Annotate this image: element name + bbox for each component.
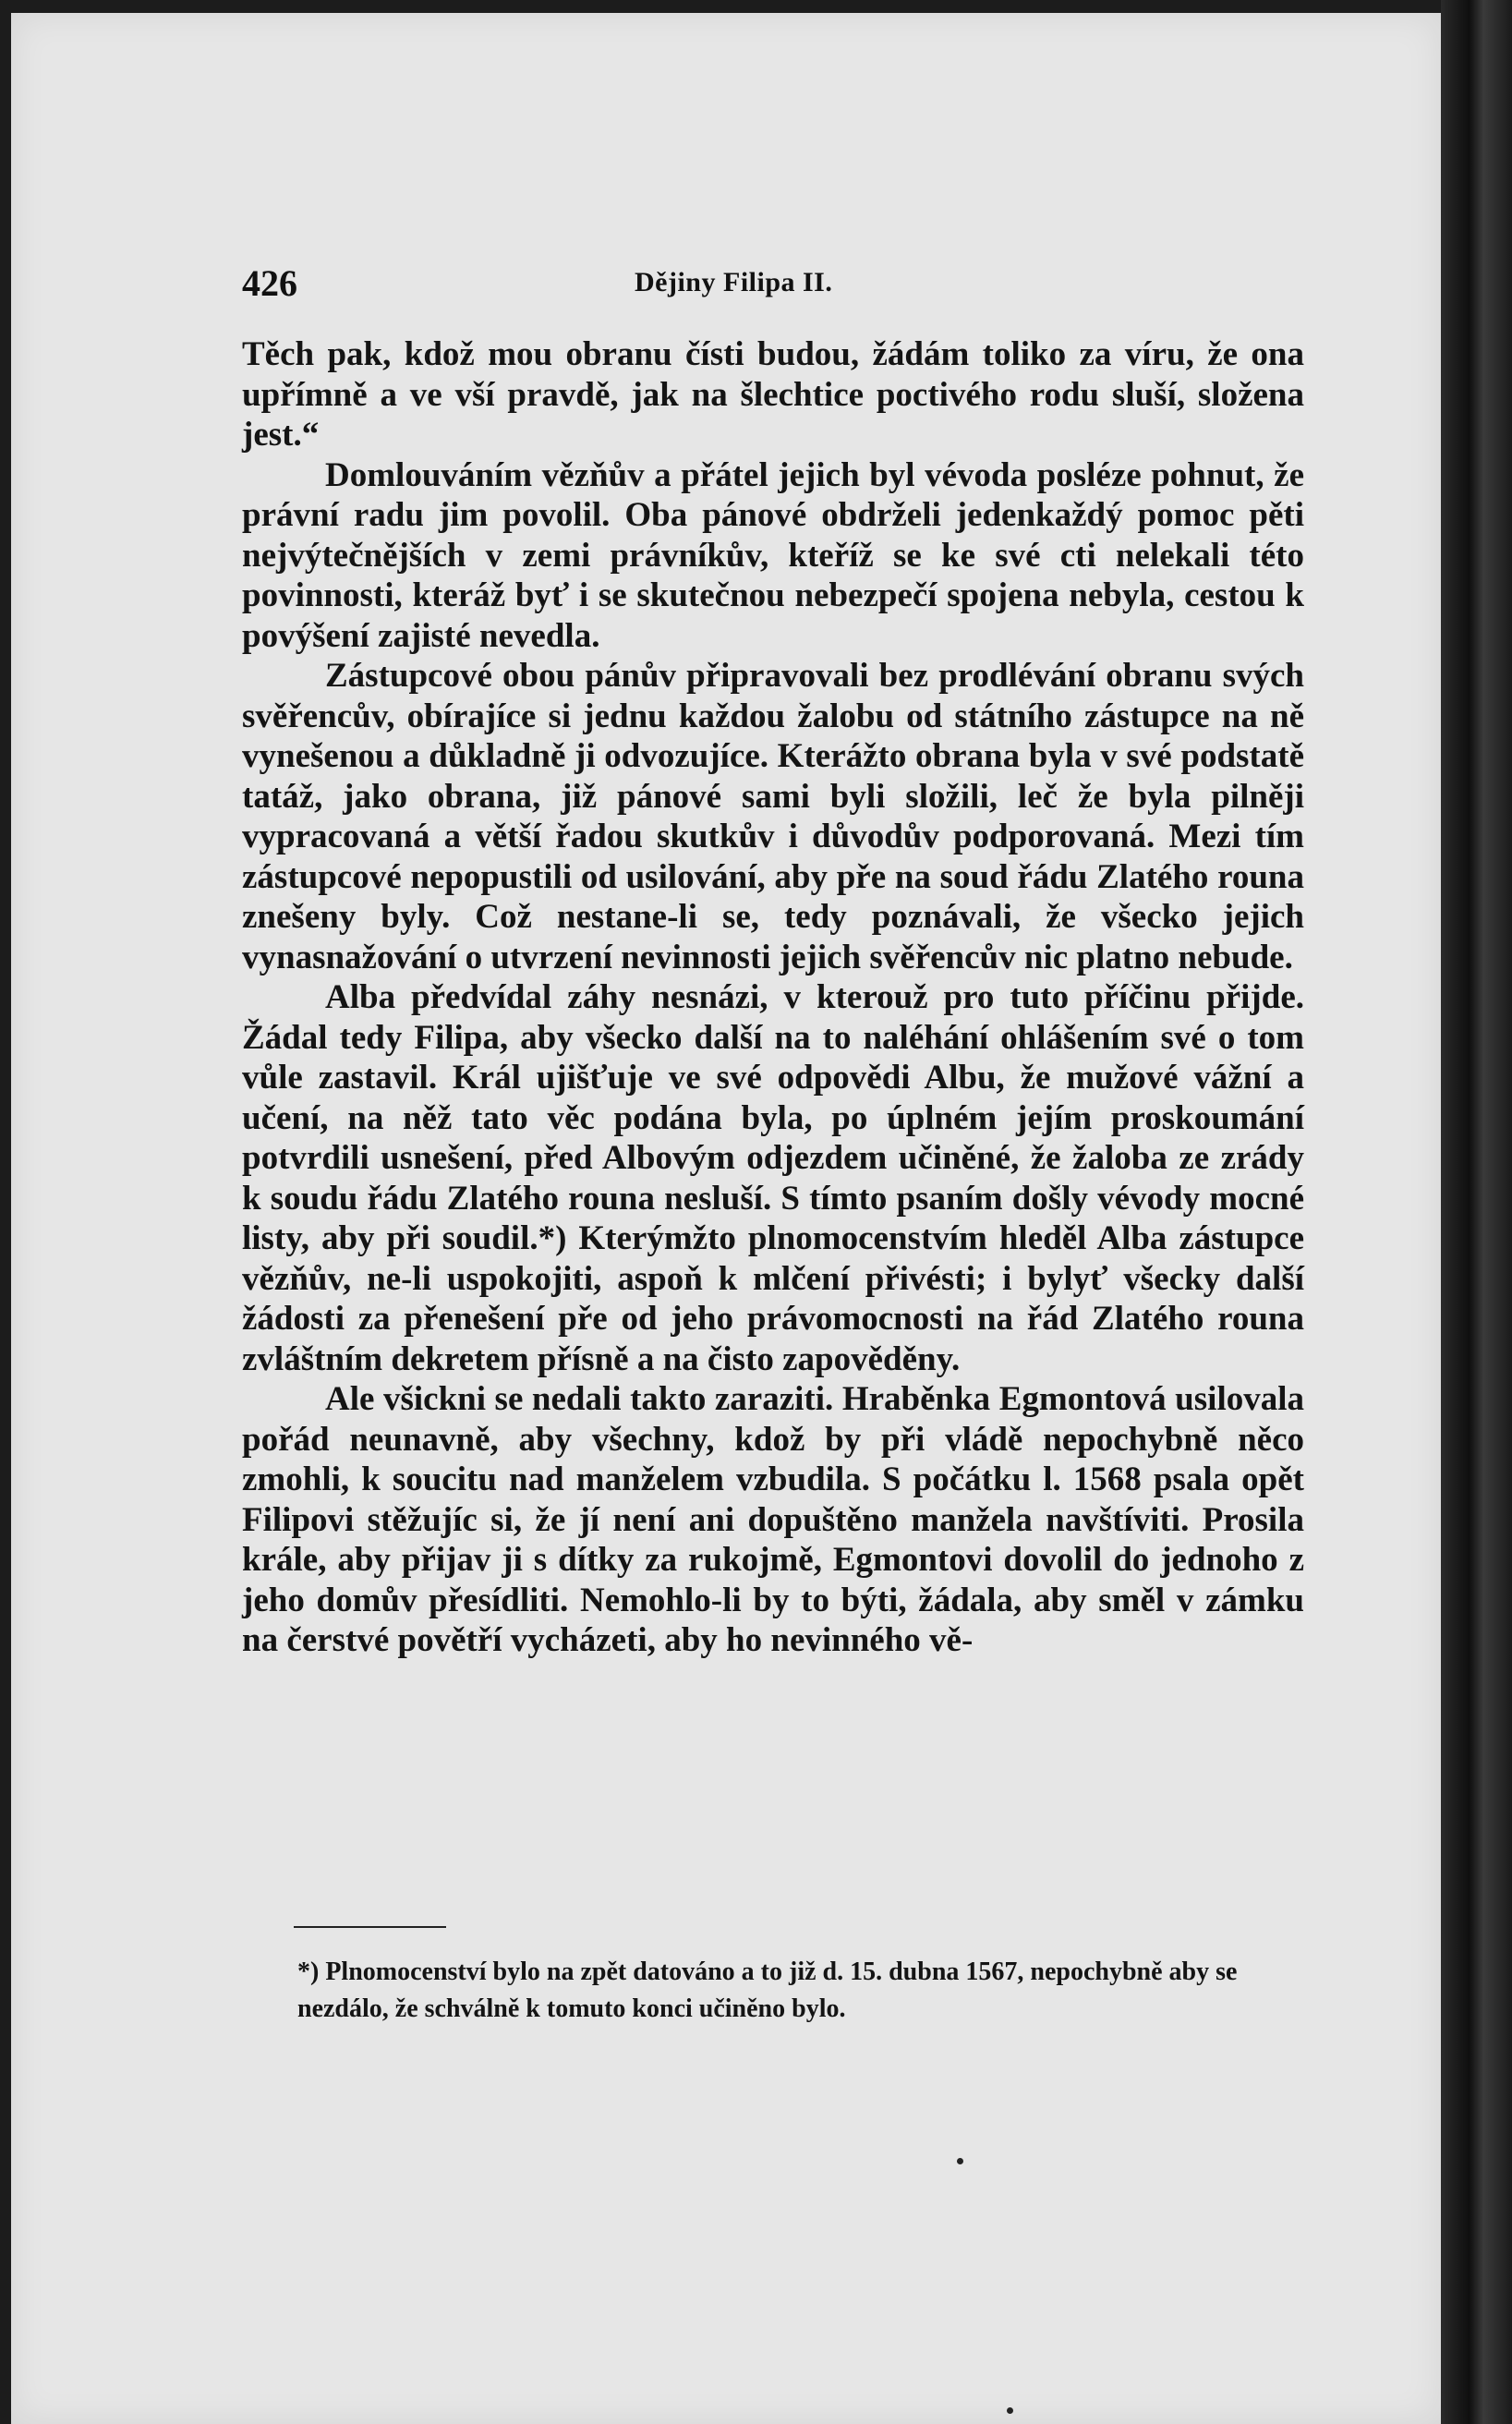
paragraph: Alba předvídal záhy nesnázi, v kterouž pro tuto příčinu přijde. Žádal tedy Filipa, aby všecko další na to naléhání ohlášením své o tom vůle zastavil. Král ujišťuje ve své odpovědi Albu, že mužové vážní a učení, na něž tato věc podána byla, po úplném jejím proskoumání potvrdili usnešení, před Albovým odjezdem učiněné, že žaloba ze zrády k soudu řádu Zlatého rouna nesluší. S tímto psaním došly vévody mocné listy, aby při soudil.*) Kterýmžto plnomocenstvím hleděl Alba zástupce vězňův, ne-li uspokojiti, aspoň k mlčení přivésti; i bylyť všecky další žádosti za přenešení pře od jeho právomocnosti na řád Zlatého rouna zvláštním dekretem přísně a na čisto zapověděny. [242, 978, 1304, 1378]
page-number: 426 [242, 262, 297, 304]
paper-speck [1007, 2407, 1013, 2414]
footnote [297, 1954, 1313, 2028]
paragraph: Zástupcové obou pánův připravovali bez prodlévání obranu svých svěřencův, obírajíce si jednu každou žalobu od státního zástupce na ně vynešenou a důkladně ji odvozujíce. Kterážto obrana byla v své podstatě tatáž, jako obrana, již pánové sami byli složili, leč že byla pilněji vypracovaná a větší řadou skutkův i důvodův podporovaná. Mezi tím zástupcové nepopustili od usilování, aby pře na soud řádu Zlatého rouna znešeny byly. Což nestane-li se, tedy poznávali, že všecko jejich vynasnažování o utvrzení nevinnosti jejich svěřencův nic platno nebude. [242, 657, 1304, 976]
paragraph: Ale všickni se nedali takto zaraziti. Hraběnka Egmontová usilovala pořád neunavně, aby všechny, kdož by při vládě nepochybně něco zmohli, k soucitu nad manželem vzbudila. S počátku l. 1568 psala opět Filipovi stěžujíc si, že jí není ani dopuštěno manžela navštíviti. Prosila krále, aby přijav ji s dítky za rukojmě, Egmontovi dovolil do jednoho z jeho domův přesídliti. Nemohlo-li by to býti, žádala, aby směl v zámku na čerstvé povětří vycházeti, aby ho nevinného vě- [242, 1380, 1304, 1659]
running-title: Dějiny Filipa II. [635, 267, 833, 297]
paragraph: Domlouváním vězňův a přátel jejich byl vévoda posléze pohnut, že právní radu jim povolil. Oba pánové obdrželi jedenkaždý pomoc pěti nejvýtečnějších v zemi právníkův, kteříž se ke své cti nelekali této povinnosti, kteráž byť i se skutečnou nebezpečí spojena nebyla, cestou k povýšení zajisté nevedla. [242, 455, 1304, 655]
footnote-text: *) Plnomocenství bylo na zpět datováno a to již d. 15. dubna 1567, nepochybně aby se nezdálo, že schválně k tomuto konci učiněno bylo. [297, 1957, 1238, 2023]
running-head [242, 261, 1313, 308]
body-text [242, 334, 1304, 1661]
paper-speck [957, 2158, 963, 2164]
paragraph: Těch pak, kdož mou obranu čísti budou, žádám toliko za víru, že ona upřímně a ve vší pravdě, jak na šlechtice poctivého rodu sluší, složena jest.“ [242, 335, 1304, 454]
page-edge-shadow [1441, 0, 1512, 2424]
footnote-rule [294, 1926, 446, 1928]
